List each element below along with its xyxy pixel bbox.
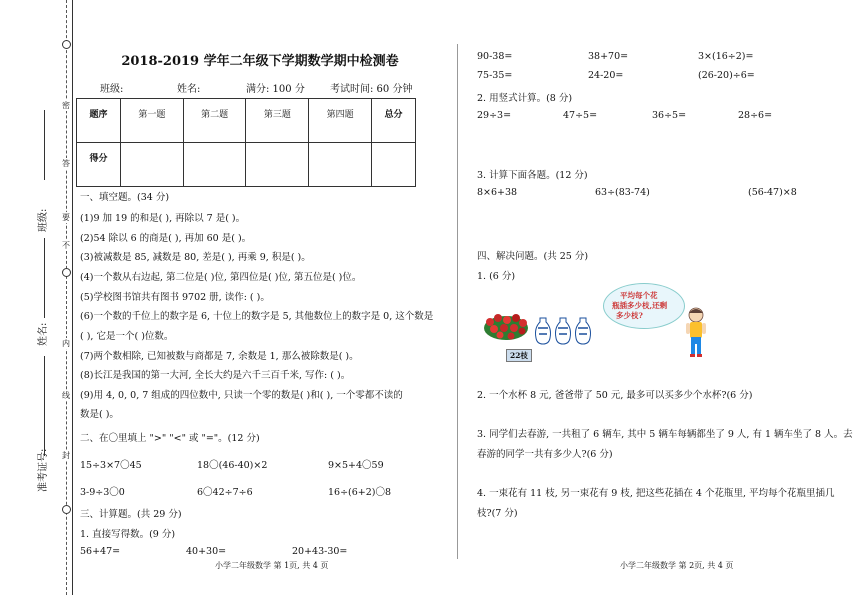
calc-item: (26-20)÷6= xyxy=(698,70,755,81)
seal-char: 不 xyxy=(62,241,70,250)
score-cell xyxy=(372,143,416,187)
calc-item: 20+43-30= xyxy=(292,546,348,557)
binding-line xyxy=(72,0,73,595)
calc-item: 24-20= xyxy=(588,70,624,81)
section4-heading: 四、解决问题。(共 25 分) xyxy=(477,251,589,262)
compare-item: 3-9÷3〇0 xyxy=(80,487,125,498)
compare-item: 9×5+4〇59 xyxy=(328,460,384,471)
score-cell xyxy=(120,143,183,187)
flowers-and-vases-illustration xyxy=(482,310,602,350)
fill-item: (6)一个数的千位上的数字是 6, 十位上的数字是 5, 其他数位上的数字是 0, 这个数是 xyxy=(80,311,434,322)
name-label: 姓名: xyxy=(38,322,49,346)
problem-4-line2: 枝?(7 分) xyxy=(477,508,518,519)
bubble-line: 瓶插多少枝,还剩 xyxy=(612,301,668,310)
score-cell: 得分 xyxy=(77,143,121,187)
seal-char: 内 xyxy=(62,339,70,348)
bubble-line: 平均每个花 xyxy=(620,291,658,300)
score-table xyxy=(76,98,416,187)
footer-right: 小学二年级数学 第 2页, 共 4 页 xyxy=(620,561,734,570)
speech-bubble-text xyxy=(612,291,667,321)
expr-item: 63÷(83-74) xyxy=(595,187,650,198)
bubble-line: 多少枝? xyxy=(616,311,643,320)
score-cell: 第一题 xyxy=(120,99,183,143)
info-full-score: 满分: 100 分 xyxy=(246,84,305,95)
score-cell: 第二题 xyxy=(183,99,246,143)
fill-item: (7)两个数相除, 已知被数与商都是 7, 余数是 1, 那么被除数是( )。 xyxy=(80,351,359,362)
fill-item: (3)被减数是 85, 减数是 80, 差是( ), 再乘 9, 积是( )。 xyxy=(80,252,311,263)
exam-number-label: 准考证号: xyxy=(38,448,49,492)
fill-item: (4)一个数从右边起, 第二位是( )位, 第四位是( )位, 第五位是( )位。 xyxy=(80,272,362,283)
exam-number-underline xyxy=(44,356,45,456)
problem-4-line1: 4. 一束花有 11 枝, 另一束花有 9 枝, 把这些花插在 4 个花瓶里, 平均每个花瓶里插几 xyxy=(477,488,835,499)
score-table-score-row xyxy=(77,143,416,187)
problem-2: 2. 一个水杯 8 元, 爸爸带了 50 元, 最多可以买多少个水杯?(6 分) xyxy=(477,390,753,401)
compare-item: 16÷(6+2)〇8 xyxy=(328,487,392,498)
section1-heading: 一、填空题。(34 分) xyxy=(80,192,170,203)
child-figure-icon xyxy=(684,306,708,358)
score-table-header-row xyxy=(77,99,416,143)
seal-char: 答 xyxy=(62,159,70,168)
fill-item: (1)9 加 19 的和是( ), 再除以 7 是( )。 xyxy=(80,213,246,224)
fill-item: ( ), 它是一个( )位数。 xyxy=(80,331,174,342)
calc-item: 3×(16÷2)= xyxy=(698,51,754,62)
flower-count-tag: 22枝 xyxy=(506,349,532,362)
score-cell: 题序 xyxy=(77,99,121,143)
binding-circle xyxy=(62,505,71,514)
problem-3-line1: 3. 同学们去春游, 一共租了 6 辆车, 其中 5 辆车每辆都坐了 9 人, 有 1 辆车坐了 8 人。去 xyxy=(477,429,853,440)
footer-left: 小学二年级数学 第 1页, 共 4 页 xyxy=(215,561,329,570)
seal-char: 线 xyxy=(62,391,70,400)
section2-heading: 二、在〇里填上 ">" "<" 或 "="。(12 分) xyxy=(80,433,260,444)
fill-item: (2)54 除以 6 的商是( ), 再加 60 是( )。 xyxy=(80,233,252,244)
score-cell xyxy=(246,143,309,187)
name-underline xyxy=(44,238,45,318)
section3-sub2: 2. 用竖式计算。(8 分) xyxy=(477,93,573,104)
calc-item: 75-35= xyxy=(477,70,513,81)
vase-icon xyxy=(576,318,591,344)
fill-item: 数是( )。 xyxy=(80,409,119,420)
compare-item: 6〇42÷7÷6 xyxy=(197,487,253,498)
flower-bunch xyxy=(484,314,528,340)
info-class: 班级: xyxy=(100,84,124,95)
info-name: 姓名: xyxy=(177,84,201,95)
calc-item: 40+30= xyxy=(186,546,227,557)
fill-item: (8)长江是我国的第一大河, 全长大约是六千三百千米, 写作: ( )。 xyxy=(80,370,351,381)
binding-circle xyxy=(62,268,71,277)
section3-sub1: 1. 直接写得数。(9 分) xyxy=(80,529,176,540)
score-cell: 第四题 xyxy=(309,99,372,143)
score-cell xyxy=(309,143,372,187)
info-exam-time: 考试时间: 60 分钟 xyxy=(330,84,413,95)
page-divider xyxy=(457,44,458,559)
vase-icon xyxy=(556,318,571,344)
expr-item: (56-47)×8 xyxy=(748,187,797,198)
exam-title: 2018-2019 学年二年级下学期数学期中检测卷 xyxy=(121,54,399,69)
calc-item: 90-38= xyxy=(477,51,513,62)
section3-sub3: 3. 计算下面各题。(12 分) xyxy=(477,170,588,181)
section3-heading: 三、计算题。(共 29 分) xyxy=(80,509,182,520)
seal-char: 封 xyxy=(62,451,70,460)
vase-icon xyxy=(536,318,551,344)
score-cell: 第三题 xyxy=(246,99,309,143)
fill-item: (5)学校图书馆共有图书 9702 册, 读作: ( )。 xyxy=(80,292,270,303)
vertical-calc-item: 47÷5= xyxy=(563,110,598,121)
class-label: 班级: xyxy=(38,208,49,232)
fill-item: (9)用 4, 0, 0, 7 组成的四位数中, 只读一个零的数是( )和( ), 一个零都不读的 xyxy=(80,390,403,401)
calc-item: 56+47= xyxy=(80,546,121,557)
problem-3-line2: 春游的同学一共有多少人?(6 分) xyxy=(477,449,613,460)
compare-item: 15÷3×7〇45 xyxy=(80,460,142,471)
expr-item: 8×6+38 xyxy=(477,187,518,198)
problem-1-label: 1. (6 分) xyxy=(477,271,516,282)
binding-margin xyxy=(0,0,75,595)
seal-char: 要 xyxy=(62,213,70,222)
vertical-calc-item: 36÷5= xyxy=(652,110,687,121)
vertical-calc-item: 28÷6= xyxy=(738,110,773,121)
calc-item: 38+70= xyxy=(588,51,629,62)
score-cell xyxy=(183,143,246,187)
score-cell: 总分 xyxy=(372,99,416,143)
seal-char: 密 xyxy=(62,101,70,110)
binding-circle xyxy=(62,40,71,49)
class-underline xyxy=(44,110,45,180)
vertical-calc-item: 29÷3= xyxy=(477,110,512,121)
compare-item: 18〇(46-40)×2 xyxy=(197,460,268,471)
